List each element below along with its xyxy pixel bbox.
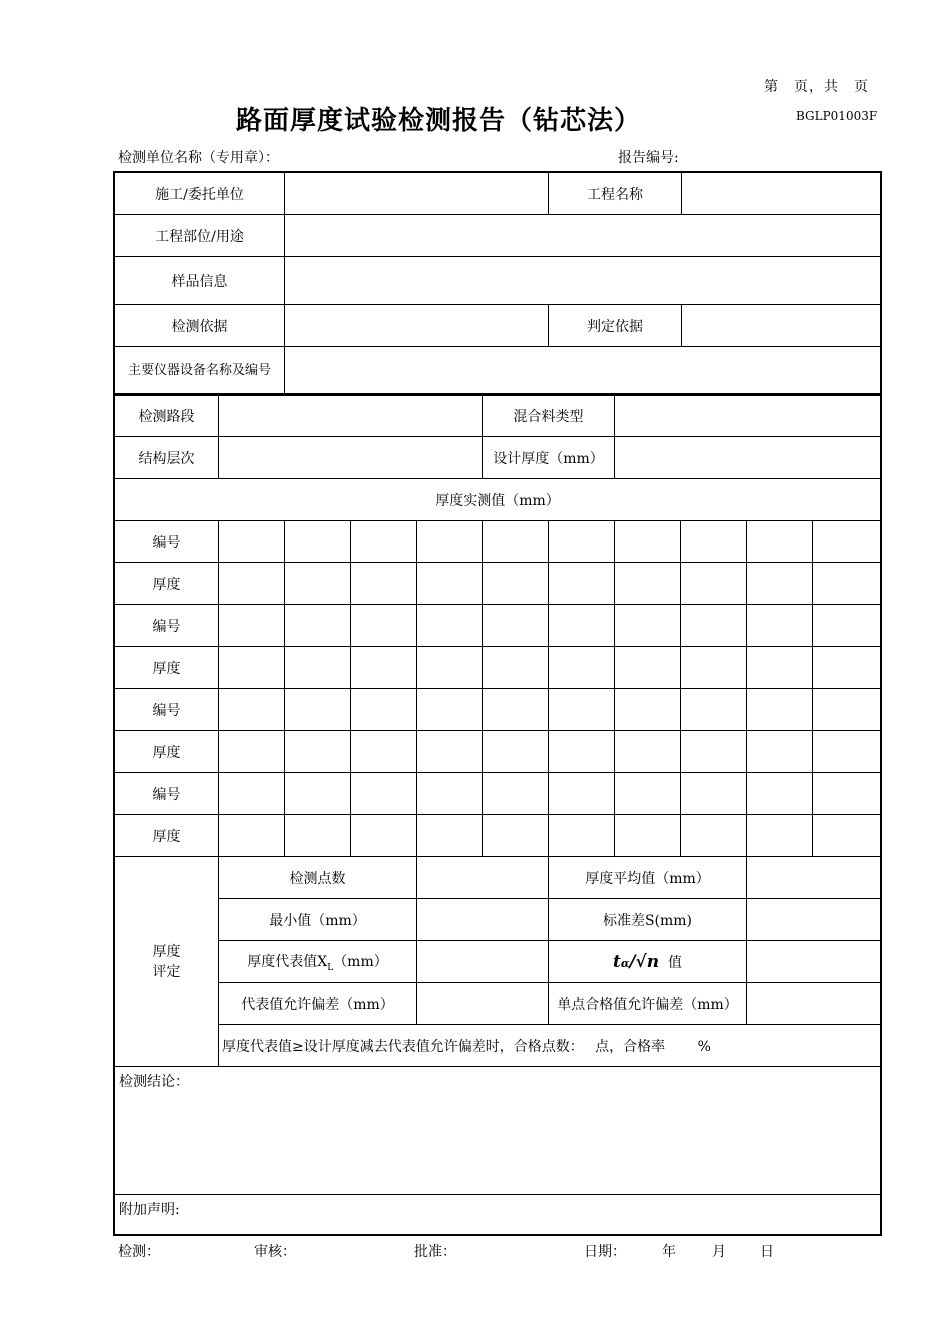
client-label: 施工/委托单位 bbox=[115, 173, 285, 215]
judge-basis-label: 判定依据 bbox=[549, 305, 682, 347]
measured-title: 厚度实测值（mm） bbox=[115, 479, 881, 521]
report-number-label: 报告编号: bbox=[618, 150, 679, 166]
grid-row bbox=[115, 563, 881, 605]
t-value-label bbox=[549, 941, 747, 983]
grid-cell[interactable] bbox=[615, 563, 681, 605]
pass-statement: 厚度代表值≥设计厚度减去代表值允许偏差时，合格点数： 点，合格率 % bbox=[219, 1025, 881, 1067]
grid-cell[interactable] bbox=[549, 647, 615, 689]
grid-row bbox=[115, 731, 881, 773]
points-label: 检测点数 bbox=[219, 857, 417, 899]
grid-cell[interactable] bbox=[813, 773, 881, 815]
points-value[interactable] bbox=[417, 857, 549, 899]
avg-value[interactable] bbox=[747, 857, 881, 899]
rep-subscript: L bbox=[327, 962, 334, 973]
sample-info-value[interactable] bbox=[285, 257, 881, 305]
std-label: 标准差S(mm) bbox=[549, 899, 747, 941]
grid-cell[interactable] bbox=[417, 647, 483, 689]
grid-cell[interactable] bbox=[813, 605, 881, 647]
grid-cell[interactable] bbox=[747, 815, 813, 857]
grid-row-label: 厚度 bbox=[115, 647, 219, 689]
grid-cell[interactable] bbox=[615, 647, 681, 689]
grid-cell[interactable] bbox=[747, 689, 813, 731]
page-title: 路面厚度试验检测报告（钻芯法） bbox=[236, 106, 642, 136]
conclusion-label: 检测结论： bbox=[119, 1074, 189, 1090]
grid-cell[interactable] bbox=[285, 563, 351, 605]
grid-cell[interactable] bbox=[483, 731, 549, 773]
grid-cell[interactable] bbox=[417, 689, 483, 731]
grid-cell[interactable] bbox=[549, 773, 615, 815]
grid-cell[interactable] bbox=[417, 521, 483, 563]
grid-cell[interactable] bbox=[417, 731, 483, 773]
grid-row-label: 编号 bbox=[115, 605, 219, 647]
day-label: 日 bbox=[760, 1244, 774, 1260]
client-value[interactable] bbox=[285, 173, 549, 215]
grid-cell[interactable] bbox=[285, 773, 351, 815]
judge-basis-value[interactable] bbox=[682, 305, 881, 347]
grid-cell[interactable] bbox=[747, 647, 813, 689]
grid-cell[interactable] bbox=[417, 563, 483, 605]
avg-label: 厚度平均值（mm） bbox=[549, 857, 747, 899]
equipment-label: 主要仪器设备名称及编号 bbox=[115, 347, 285, 395]
grid-cell[interactable] bbox=[483, 815, 549, 857]
min-label: 最小值（mm） bbox=[219, 899, 417, 941]
grid-cell[interactable] bbox=[549, 605, 615, 647]
grid-cell[interactable] bbox=[615, 521, 681, 563]
rep-prefix: 厚度代表值X bbox=[247, 953, 328, 970]
grid-cell[interactable] bbox=[285, 605, 351, 647]
grid-cell[interactable] bbox=[615, 689, 681, 731]
grid-cell[interactable] bbox=[351, 815, 417, 857]
grid-cell[interactable] bbox=[219, 731, 285, 773]
grid-row-label: 厚度 bbox=[115, 563, 219, 605]
design-thickness-value[interactable] bbox=[615, 437, 881, 479]
sample-info-label: 样品信息 bbox=[115, 257, 285, 305]
single-tolerance-label: 单点合格值允许偏差（mm） bbox=[549, 983, 747, 1025]
grid-cell[interactable] bbox=[219, 563, 285, 605]
equipment-value[interactable] bbox=[285, 347, 881, 395]
grid-cell[interactable] bbox=[615, 731, 681, 773]
month-label: 月 bbox=[712, 1244, 726, 1260]
grid-cell[interactable] bbox=[549, 563, 615, 605]
single-tolerance-value[interactable] bbox=[747, 983, 881, 1025]
grid-cell[interactable] bbox=[681, 647, 747, 689]
grid-cell[interactable] bbox=[747, 773, 813, 815]
grid-cell[interactable] bbox=[351, 731, 417, 773]
grid-cell[interactable] bbox=[219, 689, 285, 731]
measurement-table bbox=[114, 394, 881, 1235]
date-label: 日期： bbox=[584, 1244, 626, 1260]
grid-row-label: 厚度 bbox=[115, 815, 219, 857]
grid-cell[interactable] bbox=[681, 731, 747, 773]
tester-label: 检测： bbox=[118, 1244, 160, 1260]
grid-row-label: 编号 bbox=[115, 689, 219, 731]
grid-cell[interactable] bbox=[681, 815, 747, 857]
grid-row bbox=[115, 689, 881, 731]
grid-cell[interactable] bbox=[549, 521, 615, 563]
grid-row-label: 编号 bbox=[115, 521, 219, 563]
grid-cell[interactable] bbox=[285, 647, 351, 689]
grid-cell[interactable] bbox=[615, 605, 681, 647]
grid-cell[interactable] bbox=[681, 773, 747, 815]
grid-cell[interactable] bbox=[417, 605, 483, 647]
grid-cell[interactable] bbox=[813, 731, 881, 773]
grid-cell[interactable] bbox=[351, 563, 417, 605]
unit-name-label: 检测单位名称（专用章）： bbox=[118, 150, 279, 166]
grid-cell[interactable] bbox=[747, 563, 813, 605]
form-code: BGLP01003F bbox=[796, 109, 878, 123]
t-value[interactable] bbox=[747, 941, 881, 983]
grid-cell[interactable] bbox=[813, 647, 881, 689]
note-label: 附加声明: bbox=[119, 1202, 180, 1218]
grid-cell[interactable] bbox=[615, 815, 681, 857]
grid-cell[interactable] bbox=[351, 773, 417, 815]
grid-cell[interactable] bbox=[351, 647, 417, 689]
grid-row bbox=[115, 647, 881, 689]
grid-cell[interactable] bbox=[681, 689, 747, 731]
grid-cell[interactable] bbox=[219, 647, 285, 689]
reviewer-label: 审核： bbox=[254, 1244, 296, 1260]
grid-cell[interactable] bbox=[417, 773, 483, 815]
layer-value[interactable] bbox=[219, 437, 483, 479]
test-basis-value[interactable] bbox=[285, 305, 549, 347]
project-name-label: 工程名称 bbox=[549, 173, 682, 215]
test-basis-label: 检测依据 bbox=[115, 305, 285, 347]
part-use-label: 工程部位/用途 bbox=[115, 215, 285, 257]
grid-cell[interactable] bbox=[219, 815, 285, 857]
grid-cell[interactable] bbox=[285, 815, 351, 857]
note-box[interactable] bbox=[115, 1195, 881, 1235]
grid-cell[interactable] bbox=[813, 689, 881, 731]
approver-label: 批准： bbox=[414, 1244, 456, 1260]
rep-tolerance-value[interactable] bbox=[417, 983, 549, 1025]
grid-cell[interactable] bbox=[417, 815, 483, 857]
grid-cell[interactable] bbox=[615, 773, 681, 815]
grid-row bbox=[115, 815, 881, 857]
section-label: 检测路段 bbox=[115, 395, 219, 437]
grid-cell[interactable] bbox=[483, 647, 549, 689]
thickness-grid bbox=[115, 521, 881, 857]
grid-cell[interactable] bbox=[747, 521, 813, 563]
grid-cell[interactable] bbox=[483, 563, 549, 605]
page-number: 第 页，共 页 bbox=[764, 79, 869, 95]
t-value-suffix: 值 bbox=[667, 954, 682, 971]
grid-cell[interactable] bbox=[549, 689, 615, 731]
project-name-value[interactable] bbox=[682, 173, 881, 215]
grid-cell[interactable] bbox=[219, 521, 285, 563]
mix-type-label: 混合料类型 bbox=[483, 395, 615, 437]
rep-value-label bbox=[219, 941, 417, 983]
grid-cell[interactable] bbox=[351, 605, 417, 647]
layer-label: 结构层次 bbox=[115, 437, 219, 479]
grid-cell[interactable] bbox=[813, 521, 881, 563]
grid-cell[interactable] bbox=[285, 521, 351, 563]
grid-cell[interactable] bbox=[813, 563, 881, 605]
grid-cell[interactable] bbox=[285, 731, 351, 773]
grid-row-label: 厚度 bbox=[115, 731, 219, 773]
std-value[interactable] bbox=[747, 899, 881, 941]
rep-value[interactable] bbox=[417, 941, 549, 983]
grid-cell[interactable] bbox=[285, 689, 351, 731]
year-label: 年 bbox=[662, 1244, 676, 1260]
grid-cell[interactable] bbox=[681, 605, 747, 647]
grid-cell[interactable] bbox=[351, 521, 417, 563]
design-thickness-label: 设计厚度（mm） bbox=[483, 437, 615, 479]
t-alpha-sqrt-n-formula: tα/√n bbox=[613, 951, 660, 972]
grid-cell[interactable] bbox=[219, 605, 285, 647]
grid-cell[interactable] bbox=[747, 605, 813, 647]
rep-suffix: （mm） bbox=[333, 953, 388, 970]
evaluation-label: 厚度 评定 bbox=[115, 857, 219, 1067]
grid-row bbox=[115, 521, 881, 563]
grid-row bbox=[115, 773, 881, 815]
grid-cell[interactable] bbox=[813, 815, 881, 857]
info-table bbox=[114, 172, 881, 395]
part-use-value[interactable] bbox=[285, 215, 881, 257]
grid-cell[interactable] bbox=[351, 689, 417, 731]
section-value[interactable] bbox=[219, 395, 483, 437]
grid-cell[interactable] bbox=[681, 563, 747, 605]
grid-cell[interactable] bbox=[549, 731, 615, 773]
min-value[interactable] bbox=[417, 899, 549, 941]
conclusion-box[interactable] bbox=[115, 1067, 881, 1195]
mix-type-value[interactable] bbox=[615, 395, 881, 437]
grid-row-label: 编号 bbox=[115, 773, 219, 815]
grid-row bbox=[115, 605, 881, 647]
grid-cell[interactable] bbox=[549, 815, 615, 857]
grid-cell[interactable] bbox=[681, 521, 747, 563]
grid-cell[interactable] bbox=[747, 731, 813, 773]
grid-cell[interactable] bbox=[483, 521, 549, 563]
grid-cell[interactable] bbox=[483, 689, 549, 731]
rep-tolerance-label: 代表值允许偏差（mm） bbox=[219, 983, 417, 1025]
grid-cell[interactable] bbox=[483, 605, 549, 647]
grid-cell[interactable] bbox=[483, 773, 549, 815]
grid-cell[interactable] bbox=[219, 773, 285, 815]
